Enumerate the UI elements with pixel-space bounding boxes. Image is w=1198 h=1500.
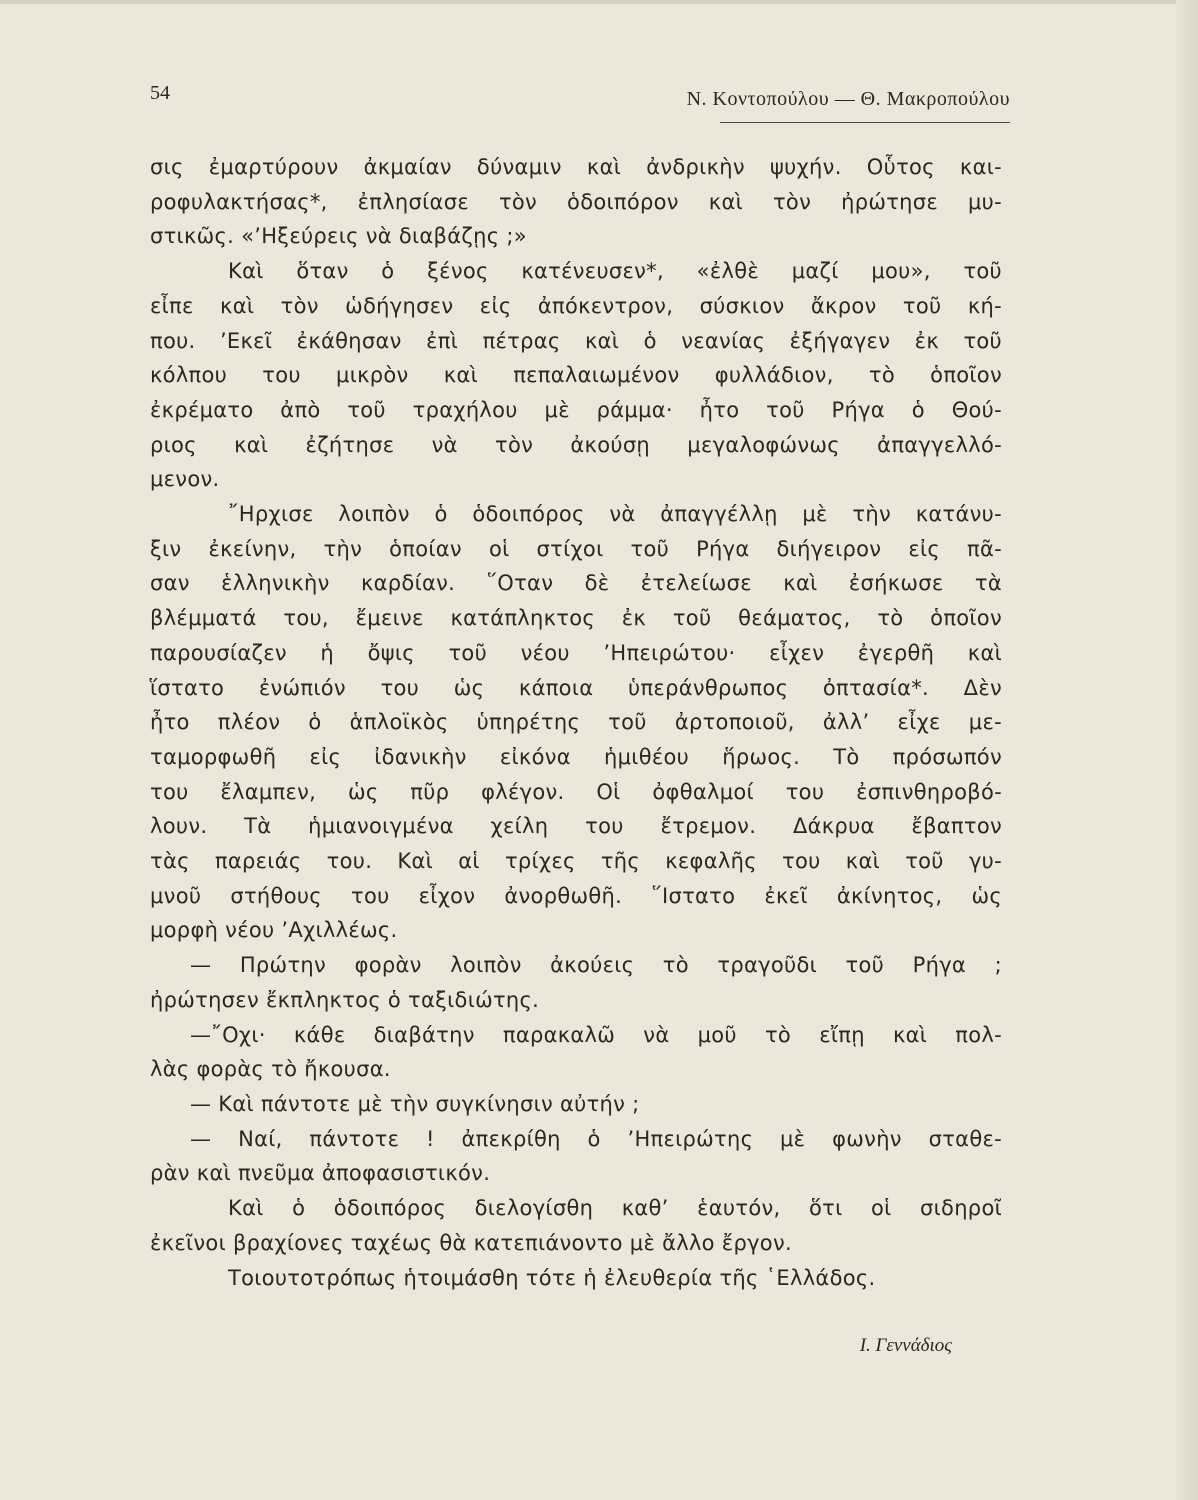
text-line: ξιν ἐκείνην, τὴν ὁποίαν οἱ στίχοι τοῦ Ρήγα διήγειρον εἰς πᾶ- <box>150 536 1002 561</box>
author-signature: Ι. Γεννάδιος <box>859 1335 952 1356</box>
text-line: —῎Οχι· κάθε διαβάτην παρακαλῶ νὰ μοῦ τὸ εἴπῃ καὶ πολ- <box>190 1022 1002 1047</box>
text-line: τὰς παρειάς του. Καὶ αἱ τρίχες τῆς κεφαλῆς του καὶ τοῦ γυ- <box>150 849 1002 874</box>
page-right-edge <box>1176 0 1198 1500</box>
text-line: του ἔλαμπεν, ὡς πῦρ φλέγον. Οἱ ὀφθαλμοί του ἐσπινθηροβό- <box>150 779 1002 804</box>
text-line: ἠρώτησεν ἔκπληκτος ὁ ταξιδιώτης. <box>150 987 540 1012</box>
text-line: στικῶς. «’Ηξεύρεις νὰ διαβάζῃς ;» <box>150 224 527 249</box>
text-line: Καὶ ὁ ὁδοιπόρος διελογίσθη καθ’ ἑαυτόν, ὅτι οἱ σιδηροῖ <box>228 1196 1002 1221</box>
text-line: κόλπου του μικρὸν καὶ πεπαλαιωμένον φυλλάδιον, τὸ ὁποῖον <box>150 363 1002 388</box>
text-line: — Πρώτην φορὰν λοιπὸν ἀκούεις τὸ τραγοῦδι τοῦ Ρήγα ; <box>190 953 1002 978</box>
text-line: ριος καὶ ἐζήτησε νὰ τὸν ἀκούσῃ μεγαλοφώνως ἀπαγγελλό- <box>150 432 1002 457</box>
text-line: ἵστατο ἐνώπιόν του ὡς κάποια ὑπεράνθρωπος ὀπτασία*. Δὲν <box>150 675 1002 700</box>
text-line: παρουσίαζεν ἡ ὄψις τοῦ νέου ’Ηπειρώτου· εἶχεν ἐγερθῆ καὶ <box>150 640 1002 665</box>
running-head: Ν. Κοντοπούλου — Θ. Μακροπούλου <box>686 88 1010 110</box>
text-line: — Ναί, πάντοτε ! ἀπεκρίθη ὁ ’Ηπειρώτης μὲ φωνὴν σταθε- <box>190 1126 1002 1151</box>
text-line: ρὰν καὶ πνεῦμα ἀποφασιστικόν. <box>150 1161 491 1186</box>
text-line: λὰς φορὰς τὸ ἤκουσα. <box>150 1057 391 1082</box>
text-line: ταμορφωθῆ εἰς ἰδανικὴν εἰκόνα ἡμιθέου ἥρωος. Τὸ πρόσωπόν <box>150 744 1002 769</box>
text-line: ἐκρέματο ἀπὸ τοῦ τραχήλου μὲ ράμμα· ἦτο τοῦ Ρήγα ὁ Θού- <box>150 397 1002 422</box>
text-line: ροφυλακτήσας*, ἐπλησίασε τὸν ὁδοιπόρον καὶ τὸν ἠρώτησε μυ- <box>150 189 1002 214</box>
page-header <box>150 82 1010 122</box>
text-line: σαν ἑλληνικὴν καρδίαν. ῞Οταν δὲ ἐτελείωσε καὶ ἐσήκωσε τὰ <box>150 571 1002 596</box>
text-line: ῎Ηρχισε λοιπὸν ὁ ὁδοιπόρος νὰ ἀπαγγέλλῃ μὲ τὴν κατάνυ- <box>228 502 1002 527</box>
text-line: ἦτο πλέον ὁ ἁπλοϊκὸς ὑπηρέτης τοῦ ἀρτοποιοῦ, ἀλλ’ εἶχε με- <box>150 710 1002 735</box>
text-line: βλέμματά του, ἔμεινε κατάπληκτος ἐκ τοῦ θεάματος, τὸ ὁποῖον <box>150 606 1002 631</box>
text-line: Τοιουτοτρόπως ἡτοιμάσθη τότε ἡ ἐλευθερία τῆς ῾Ελλάδος. <box>228 1265 876 1290</box>
page-top-edge <box>0 0 1198 4</box>
text-line: που. ’Εκεῖ ἐκάθησαν ἐπὶ πέτρας καὶ ὁ νεανίας ἐξήγαγεν ἐκ τοῦ <box>150 328 1002 353</box>
text-line: Καὶ ὅταν ὁ ξένος κατένευσεν*, «ἐλθὲ μαζί μου», τοῦ <box>228 259 1002 284</box>
text-line: σις ἐμαρτύρουν ἀκμαίαν δύναμιν καὶ ἀνδρικὴν ψυχήν. Οὗτος και- <box>150 155 1002 179</box>
body-text <box>150 150 1002 1295</box>
text-line: μενον. <box>150 467 220 492</box>
text-line: εἶπε καὶ τὸν ὡδήγησεν εἰς ἀπόκεντρον, σύσκιον ἄκρον τοῦ κή- <box>150 293 1002 318</box>
text-line: μορφὴ νέου ’Αχιλλέως. <box>150 918 398 943</box>
text-line: λουν. Τὰ ἡμιανοιγμένα χείλη του ἔτρεμον. Δάκρυα ἔβαπτον <box>150 814 1002 839</box>
text-line: ἐκεῖνοι βραχίονες ταχέως θὰ κατεπιάνοντο μὲ ἄλλο ἔργον. <box>150 1230 792 1255</box>
header-rule <box>720 122 1010 123</box>
text-line: — Καὶ πάντοτε μὲ τὴν συγκίνησιν αὐτήν ; <box>190 1091 640 1116</box>
page-number: 54 <box>150 82 170 104</box>
text-line: μνοῦ στήθους του εἶχον ἀνορθωθῆ. ῞Ιστατο ἐκεῖ ἀκίνητος, ὡς <box>150 883 1002 908</box>
